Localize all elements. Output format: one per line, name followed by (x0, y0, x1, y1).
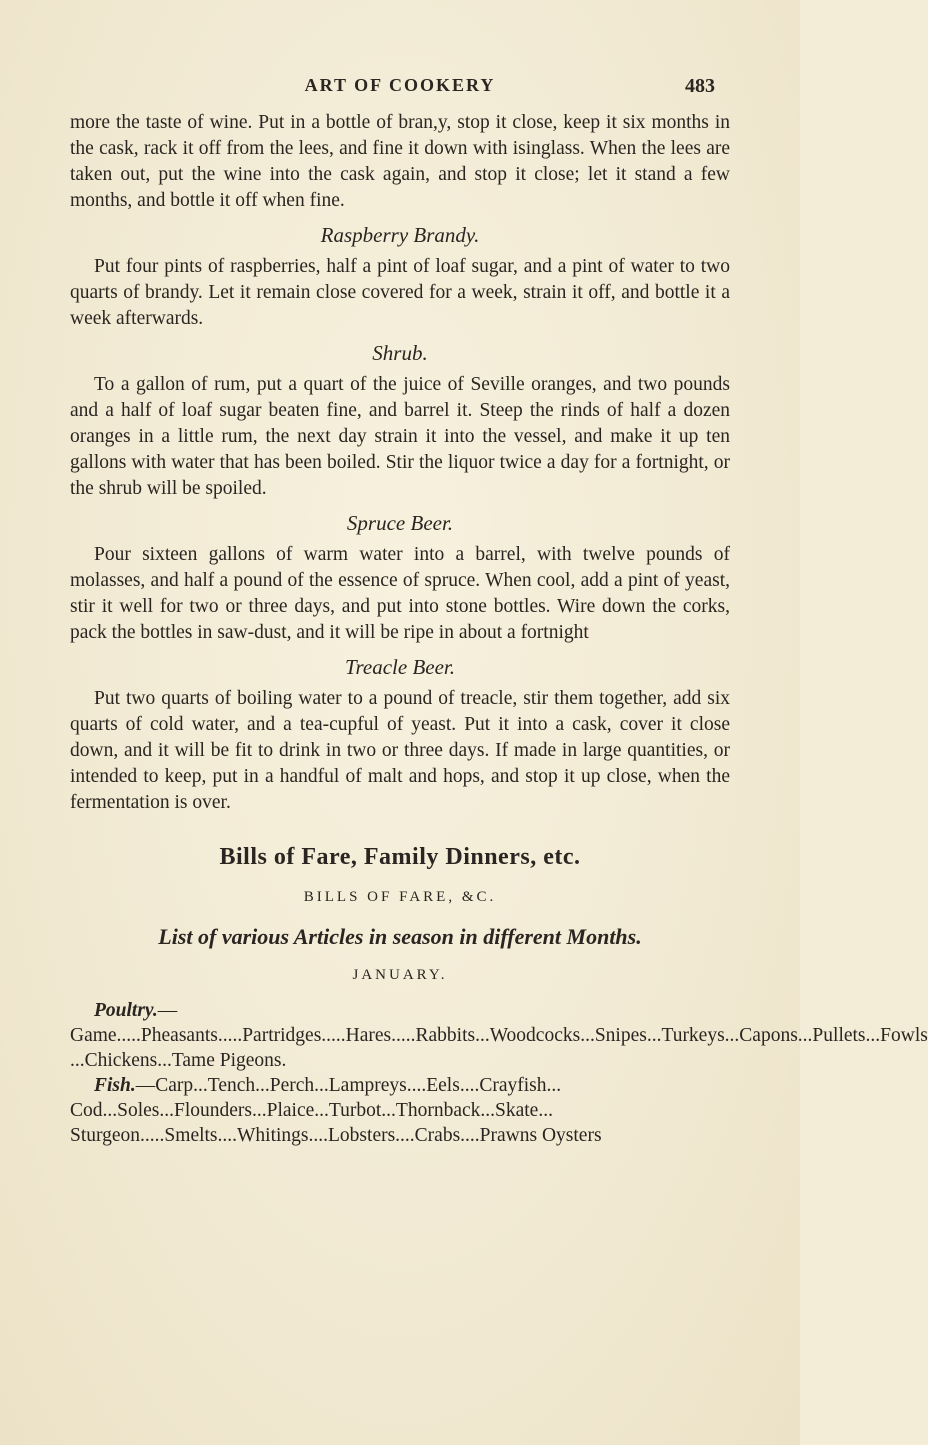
shrub-heading: Shrub. (372, 341, 428, 365)
poultry-entry (70, 998, 928, 1073)
page-body (70, 110, 928, 1148)
poultry-label: Poultry. (94, 1000, 158, 1021)
season-list-title: List of various Articles in season in different Months. (158, 924, 642, 949)
raspberry-brandy-heading: Raspberry Brandy. (320, 223, 480, 247)
spruce-beer-heading: Spruce Beer. (346, 511, 454, 535)
treacle-beer-heading: Treacle Beer. (344, 655, 456, 679)
treacle-beer-paragraph: Put two quarts of boiling water to a pound of treacle, stir them together, add six quarts of cold water, and a tea-cupful of yeast. Put it into a cask, cover it close down, and it will be fit to drink in two or three days. If made in large quantities, or intended to keep, put in a handful of malt and hops, and stop it up close, when the fermentation is over. (70, 688, 730, 813)
bills-of-fare-blackletter-title: Bills of Fare, Family Dinners, etc. (219, 844, 581, 870)
running-head (0, 75, 800, 99)
poultry-items: —Game.....Pheasants.....Partridges.....Hares.....Rabbits...Woodcocks...Snipes...Turkeys...Capons...Pullets...Fowls ...Chickens...Tame Pigeons. (70, 1000, 928, 1071)
fish-label: Fish. (94, 1075, 136, 1096)
fish-items: —Carp...Tench...Perch...Lampreys....Eels....Crayfish... Cod...Soles...Flounders...Plaice...Turbot...Thornback...Skate... Sturgeon.....Smelts....Whitings....Lobsters....Crabs....Prawns Oysters (70, 1075, 602, 1146)
spruce-beer-paragraph: Pour sixteen gallons of warm water into a barrel, with twelve pounds of molasses, and half a pound of the essence of spruce. When cool, add a pint of yeast, stir it well for two or three days, and put into stone bottles. Wire down the corks, pack the bottles in saw-dust, and it will be ripe in about a fortnight (70, 544, 730, 643)
shrub-paragraph: To a gallon of rum, put a quart of the juice of Seville oranges, and two pounds and a half of loaf sugar beaten fine, and barrel it. Steep the rinds of half a dozen oranges in a little rum, the next day strain it into the vessel, and make it up ten gallons with water that has been boiled. Stir the liquor twice a day for a fortnight, or the shrub will be spoiled. (70, 374, 730, 499)
raspberry-brandy-paragraph: Put four pints of raspberries, half a pint of loaf sugar, and a pint of water to two quarts of brandy. Let it remain close covered for a week, strain it off, and bottle it a week afterwards. (70, 256, 730, 329)
wine-paragraph: more the taste of wine. Put in a bottle of bran,y, stop it close, keep it six months in the cask, rack it off from the lees, and fine it down with isinglass. When the lees are taken out, put the wine into the cask again, and stop it close; let it stand a few months, and bottle it off when fine. (70, 112, 730, 211)
month-heading: JANUARY. (352, 967, 448, 983)
bills-of-fare-caps-title: BILLS OF FARE, &C. (303, 889, 497, 905)
page-number: 483 (685, 75, 715, 97)
fish-entry (70, 1073, 730, 1148)
running-head-title: ART OF COOKERY (304, 75, 496, 95)
